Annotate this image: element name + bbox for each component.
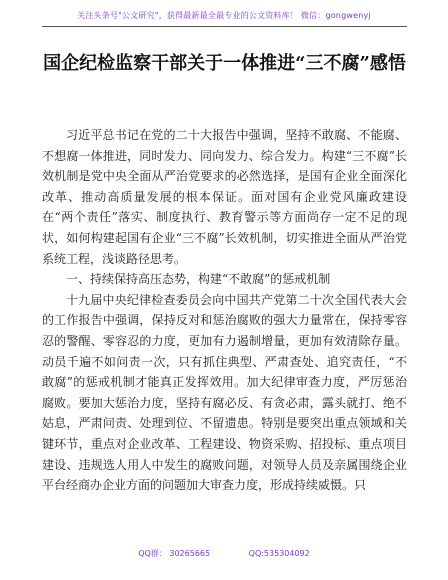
- header-divider: [42, 26, 407, 27]
- section-heading-1: 一、持续保持高压态势，构建“不敢腐”的惩戒机制: [66, 272, 331, 287]
- header-promo-note: 关注头条号"公文研究"，获得最新最全最专业的公文资料库！ 微信：gongwenyj: [77, 11, 371, 20]
- paragraph-section-1: 十九届中央纪律检查委员会向中国共产党第二十次全国代表大会的工作报告中强调，保持反对和惩治腐败的强大力量常在，保持零容忍的警醒、零容忍的力度，更加有力遏制增量，更加有效清除存量。动员千遍不如问责一次，只有抓住典型、严肃查处、追究责任，“不敢腐”的惩戒机制才能真正发挥效用。加大纪律审查力度，严厉惩治腐败。要加大惩治力度，坚持有腐必反、有贪必肃，露头就打、绝不姑息，严肃问责、处理到位、不留遗患。特别是要突出重点领域和关键环节，重点对企业改革、工程建设、物资采购、招投标、重点项目建设、违规选人用人中发生的腐败问题，对领导人员及亲属围绕企业平台经商办企业方面的问题加大审查力度，形成持续威慑。只: [42, 292, 407, 493]
- footer-qq-group: QQ群： 30265665: [138, 549, 211, 558]
- footer-contact: [0, 548, 448, 559]
- footer-qq: QQ:535304092: [248, 549, 310, 558]
- document-title: 国企纪检监察干部关于一体推进“三不腐”感悟: [43, 53, 406, 74]
- document-body: [42, 125, 407, 496]
- paragraph-intro: 习近平总书记在党的二十大报告中强调，坚持不敢腐、不能腐、不想腐一体推进，同时发力、同向发力、综合发力。构建“三不腐”长效机制是党中央全面从严治党要求的必然选择，是国有企业全面深化改革、推动高质量发展的根本保证。面对国有企业党风廉政建设在“两个责任”落实、制度执行、教育警示等方面尚存一定不足的现状，如何构建起国有企业“三不腐”长效机制，切实推进全面从严治党系统工程，浅谈路径思考。: [42, 128, 407, 266]
